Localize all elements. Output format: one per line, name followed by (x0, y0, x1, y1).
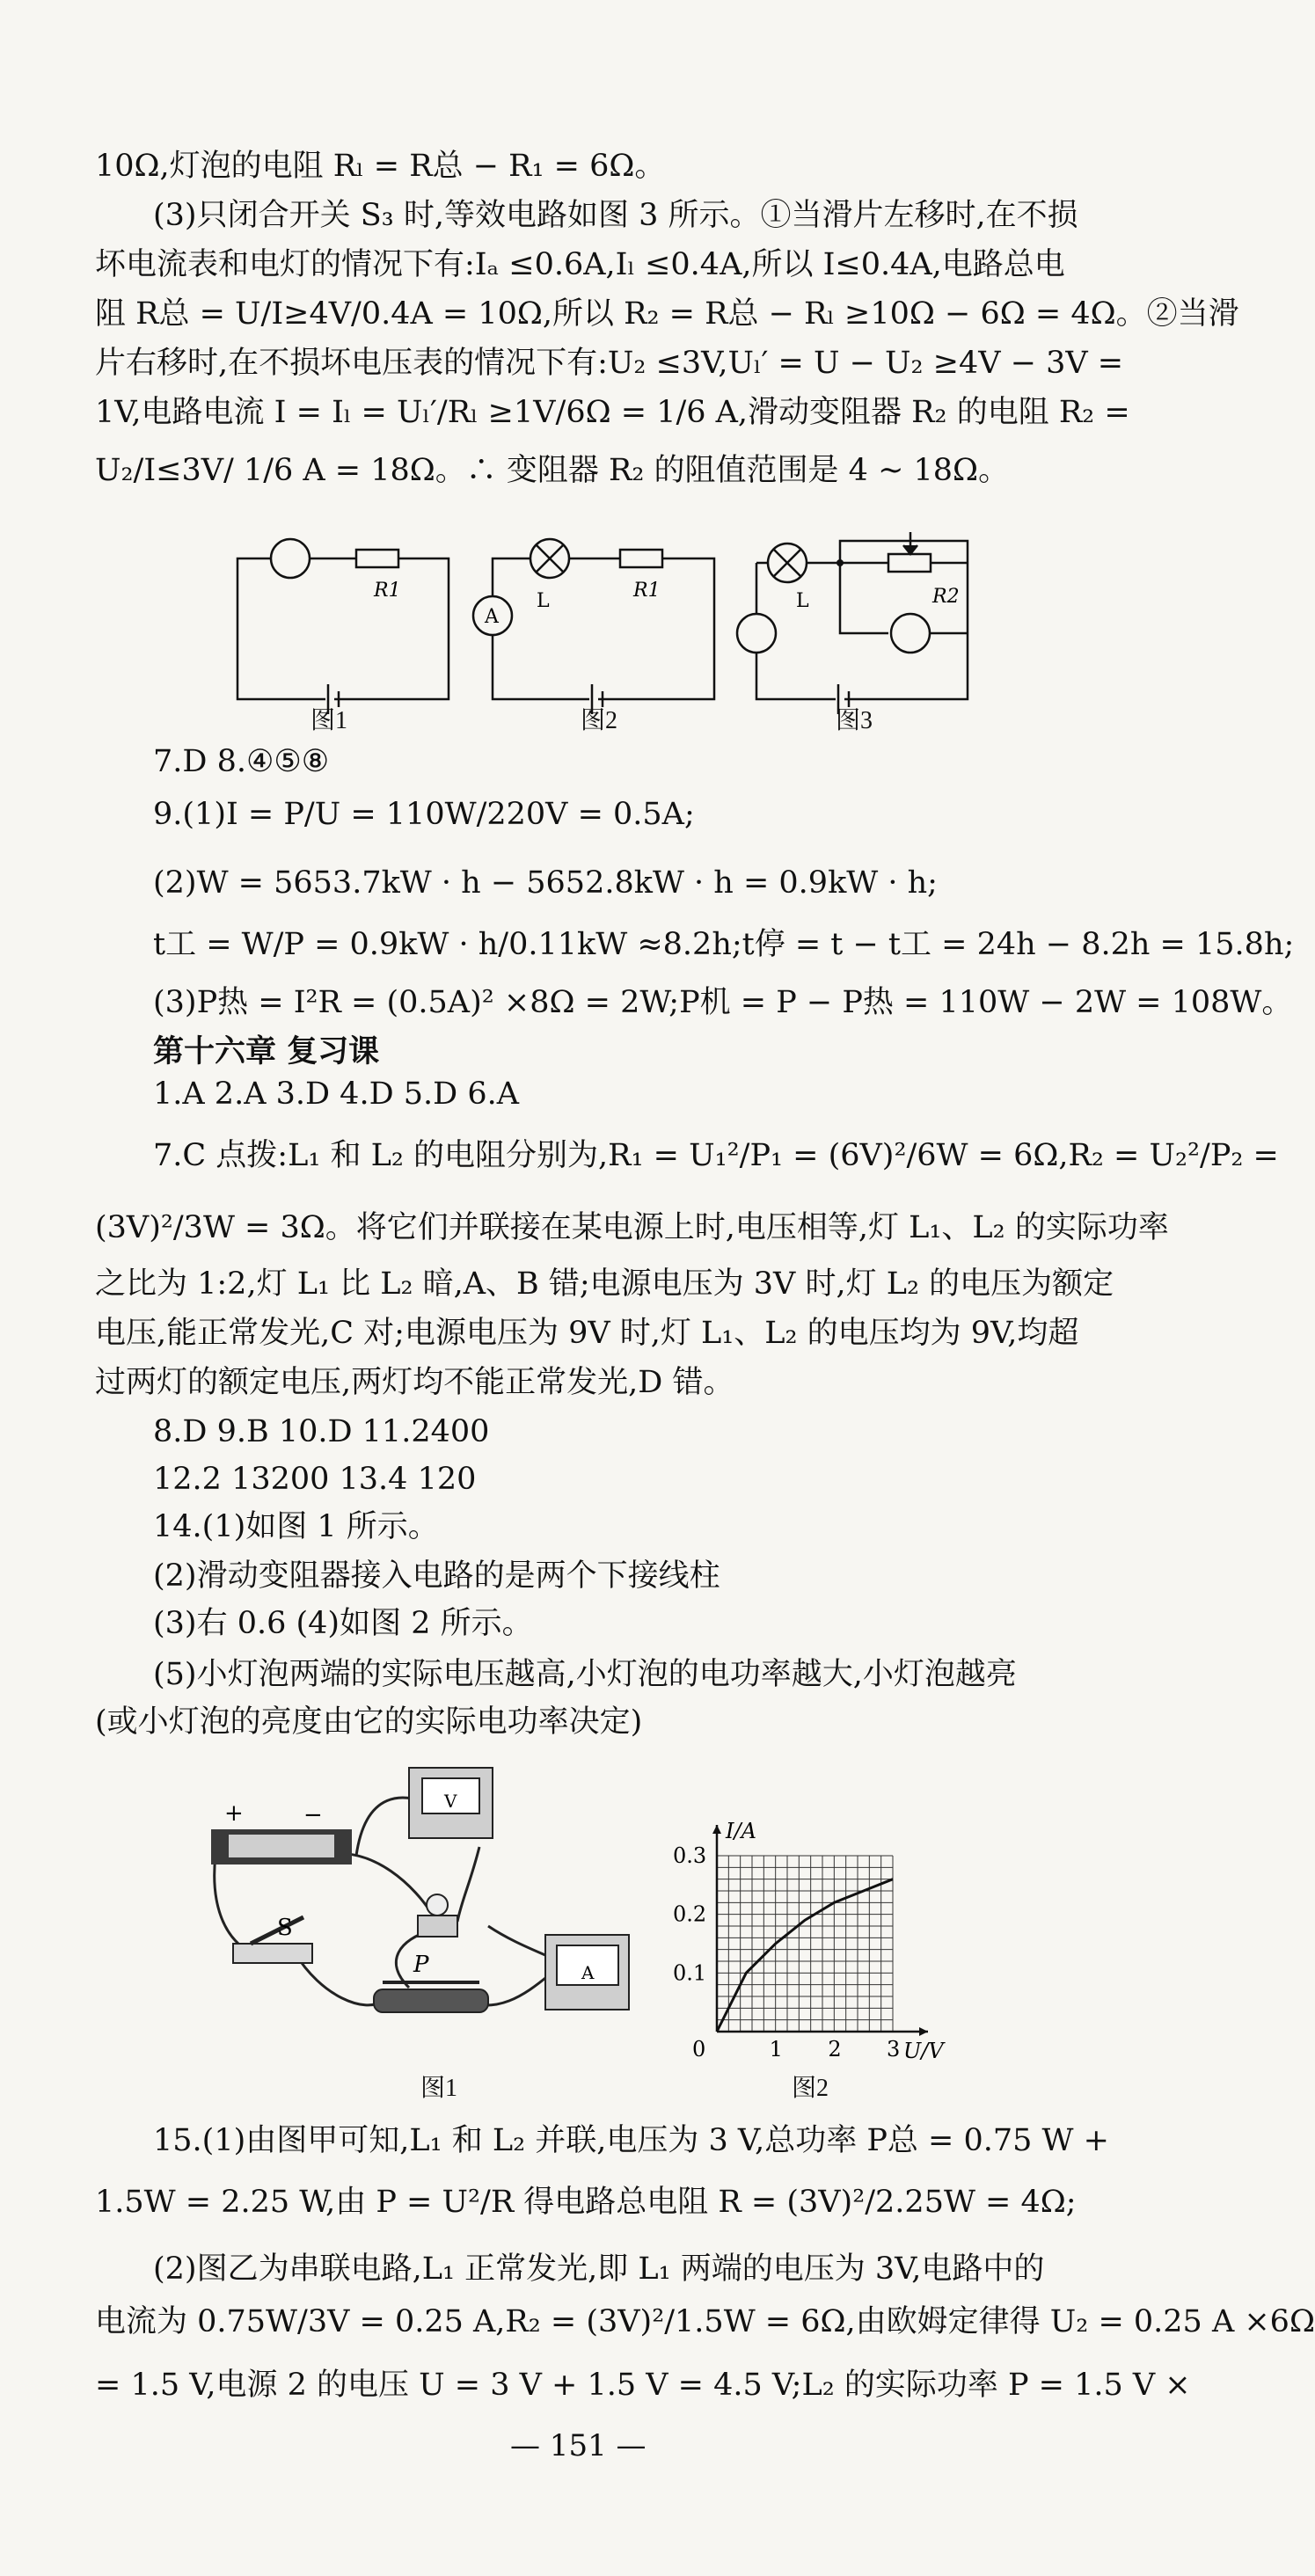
apparatus-figure (198, 1759, 655, 2067)
figure-caption: 图3 (836, 707, 873, 734)
text-line: 15.(1)由图甲可知,L₁ 和 L₂ 并联,电压为 3 V,总功率 P总 = 0.75 W + (153, 2123, 1109, 2158)
text-line: U₂/I≤3V/ 1/6 A = 18Ω。∴ 变阻器 R₂ 的阻值范围是 4 ~ 18Ω。 (95, 453, 1010, 488)
text-line: 坏电流表和电灯的情况下有:Iₐ ≤0.6A,Iₗ ≤0.4A,所以 I≤0.4A,电路总电 (95, 247, 1065, 282)
y-tick-label: 0.3 (673, 1843, 707, 1868)
x-tick-label: 2 (828, 2037, 842, 2062)
text-line: (3)只闭合开关 S₃ 时,等效电路如图 3 所示。①当滑片左移时,在不损 (153, 198, 1078, 233)
figure-caption: 图1 (420, 2075, 458, 2102)
text-line: (或小灯泡的亮度由它的实际电功率决定) (95, 1704, 643, 1740)
ammeter-label: A (581, 1962, 595, 1983)
figure-caption: 图1 (310, 707, 348, 734)
text-line: 10Ω,灯泡的电阻 Rₗ = R总 − R₁ = 6Ω。 (95, 149, 666, 184)
origin-label: 0 (692, 2037, 706, 2062)
ammeter-label: A (485, 606, 499, 628)
text-line: 7.D 8.④⑤⑧ (153, 744, 330, 779)
voltmeter-label: V (444, 1791, 457, 1812)
minus-label: − (303, 1802, 323, 1828)
text-line: 1.5W = 2.25 W,由 P = U²/R 得电路总电阻 R = (3V)²/2.25W = 4Ω; (95, 2185, 1077, 2220)
chapter-heading: 第十六章 复习课 (153, 1034, 380, 1069)
rheostat-label: P (413, 1952, 429, 1978)
chart-caption: 图2 (792, 2075, 829, 2102)
r2-label: R2 (932, 586, 960, 608)
text-line: = 1.5 V,电源 2 的电压 U = 3 V + 1.5 V = 4.5 V;L₂ 的实际功率 P = 1.5 V × (95, 2368, 1191, 2403)
x-tick-label: 1 (769, 2037, 783, 2062)
switch-label: S (277, 1915, 293, 1941)
text-line: (3)P热 = I²R = (0.5A)² ×8Ω = 2W;P机 = P − P热 = 110W − 2W = 108W。 (153, 985, 1293, 1020)
text-line: 9.(1)I = P/U = 110W/220V = 0.5A; (153, 797, 695, 832)
r1-label: R1 (374, 580, 401, 602)
r1-label: R1 (633, 580, 661, 602)
text-line: 12.2 13200 13.4 120 (153, 1462, 477, 1497)
text-line: 电流为 0.75W/3V = 0.25 A,R₂ = (3V)²/1.5W = 6Ω,由欧姆定律得 U₂ = 0.25 A ×6Ω (95, 2304, 1315, 2339)
x-axis-arrow (919, 2027, 928, 2036)
text-line: 过两灯的额定电压,两灯均不能正常发光,D 错。 (95, 1365, 734, 1400)
x-tick-label: 3 (887, 2037, 901, 2062)
text-line: 阻 R总 = U/I≥4V/0.4A = 10Ω,所以 R₂ = R总 − Rₗ ≥10Ω − 6Ω = 4Ω。②当滑 (95, 296, 1239, 332)
text-line: 14.(1)如图 1 所示。 (153, 1509, 439, 1544)
text-line: (5)小灯泡两端的实际电压越高,小灯泡的电功率越大,小灯泡越亮 (153, 1657, 1017, 1692)
text-line: 1V,电路电流 I = Iₗ = Uₗ′/Rₗ ≥1V/6Ω = 1/6 A,滑动变阻器 R₂ 的电阻 R₂ = (95, 395, 1130, 430)
text-line: (3V)²/3W = 3Ω。将它们并联接在某电源上时,电压相等,灯 L₁、L₂ 的实际功率 (95, 1210, 1169, 1245)
text-line: (2)滑动变阻器接入电路的是两个下接线柱 (153, 1558, 720, 1594)
lamp-label: L (796, 590, 809, 612)
y-tick-label: 0.1 (673, 1960, 707, 1986)
text-line: t工 = W/P = 0.9kW · h/0.11kW ≈8.2h;t停 = t − t工 = 24h − 8.2h = 15.8h; (153, 927, 1295, 962)
text-line: 之比为 1:2,灯 L₁ 比 L₂ 暗,A、B 错;电源电压为 3V 时,灯 L₂ 的电压为额定 (95, 1266, 1114, 1302)
lamp-label: L (537, 590, 550, 612)
figure-caption: 图2 (581, 707, 618, 734)
text-line: 电压,能正常发光,C 对;电源电压为 9V 时,灯 L₁、L₂ 的电压均为 9V,均超 (95, 1316, 1079, 1351)
y-axis-arrow (712, 1825, 721, 1834)
text-line: 片右移时,在不损坏电压表的情况下有:U₂ ≤3V,Uₗ′ = U − U₂ ≥4V − 3V = (95, 346, 1124, 381)
text-line: 7.C 点拨:L₁ 和 L₂ 的电阻分别为,R₁ = U₁²/P₁ = (6V)²/6W = 6Ω,R₂ = U₂²/P₂ = (153, 1138, 1279, 1173)
plus-label: + (224, 1800, 244, 1827)
text-line: 8.D 9.B 10.D 11.2400 (153, 1414, 490, 1449)
x-axis-label: U/V (903, 2039, 944, 2063)
iu-curve (717, 1879, 893, 2032)
text-line: (2)图乙为串联电路,L₁ 正常发光,即 L₁ 两端的电压为 3V,电路中的 (153, 2251, 1045, 2287)
iu-chart (664, 1821, 954, 2067)
text-line: 1.A 2.A 3.D 4.D 5.D 6.A (153, 1076, 520, 1112)
y-tick-label: 0.2 (673, 1901, 707, 1927)
text-line: (2)W = 5653.7kW · h − 5652.8kW · h = 0.9kW · h; (153, 865, 938, 901)
page-number: — 151 — (510, 2428, 647, 2463)
y-axis-label: I/A (726, 1819, 756, 1843)
text-line: (3)右 0.6 (4)如图 2 所示。 (153, 1606, 533, 1641)
